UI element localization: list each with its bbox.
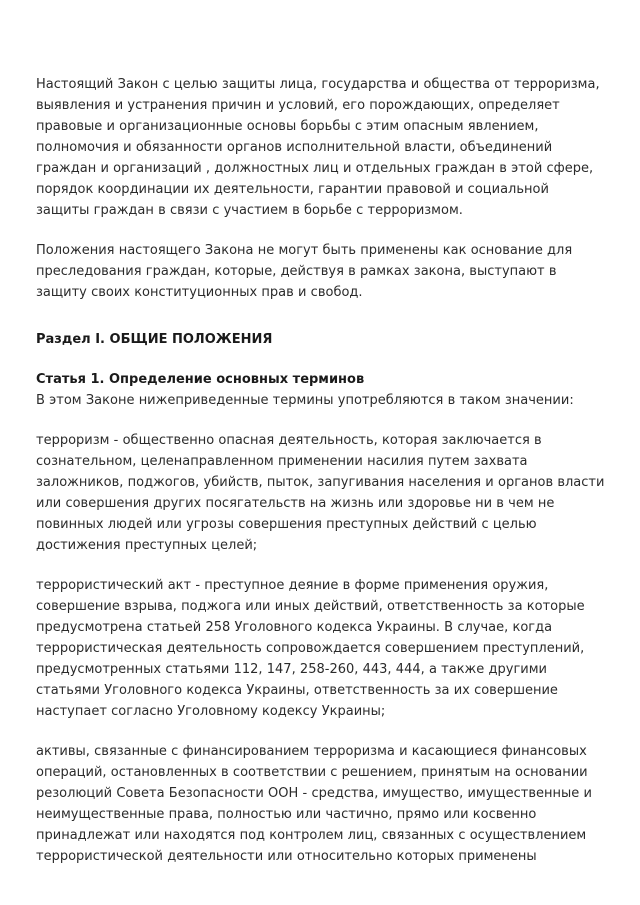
paragraph-article-lead: В этом Законе нижеприведенные термины употребляются в таком значении: bbox=[36, 393, 574, 408]
paragraph-provisions: Положения настоящего Закона не могут быть применены как основание для преследования граждан, которые, действуя в рамках закона, выступают в защиту своих конституционных прав и свобод. bbox=[36, 243, 573, 300]
paragraph-intro: Настоящий Закон с целью защиты лица, государства и общества от терроризма, выявления и устранения причин и условий, его порождающих, определяет правовые и организационные основы борьбы с этим опасным явлением, полномочия и обязанности органов исполнительной власти, объединений граждан и организаций , должностных лиц и отдельных граждан в этой сфере, порядок координации их деятельности, гарантии правовой и социальной защиты граждан в связи с участием в борьбе с терроризмом. bbox=[36, 77, 600, 218]
definition-terrorist-act: террористический акт - преступное деяние в форме применения оружия, совершение взрыва, поджога или иных действий, ответственность за которые предусмотрена статьей 258 Уголовного кодекса Украины. В случае, когда террористическая деятельность сопровождается совершением преступлений, предусмотренных статьями 112, 147, 258-260, 443, 444, а также другими статьями Уголовного кодекса Украины, ответственность за их совершение наступает согласно Уголовному кодексу Украины; bbox=[36, 578, 585, 719]
article-heading-definitions: Статья 1. Определение основных терминов bbox=[36, 372, 365, 387]
section-heading-general-provisions: Раздел I. ОБЩИЕ ПОЛОЖЕНИЯ bbox=[36, 332, 273, 347]
definition-terrorism: терроризм - общественно опасная деятельность, которая заключается в сознательном, целенаправленном применении насилия путем захвата заложников, поджогов, убийств, пыток, запугивания населения и органов власти или совершения других посягательств на жизнь или здоровье ни в чем не повинных людей или угрозы совершения преступных действий с целью достижения преступных целей; bbox=[36, 433, 605, 553]
definition-assets: активы, связанные с финансированием терроризма и касающиеся финансовых операций, остановленных в соответствии с решением, принятым на основании резолюций Совета Безопасности ООН - средства, имущество, имущественные и неимущественные права, полностью или частично, прямо или косвенно принадлежат или находятся под контролем лиц, связанных с осуществлением террористической деятельности или относительно которых применены bbox=[36, 744, 592, 864]
